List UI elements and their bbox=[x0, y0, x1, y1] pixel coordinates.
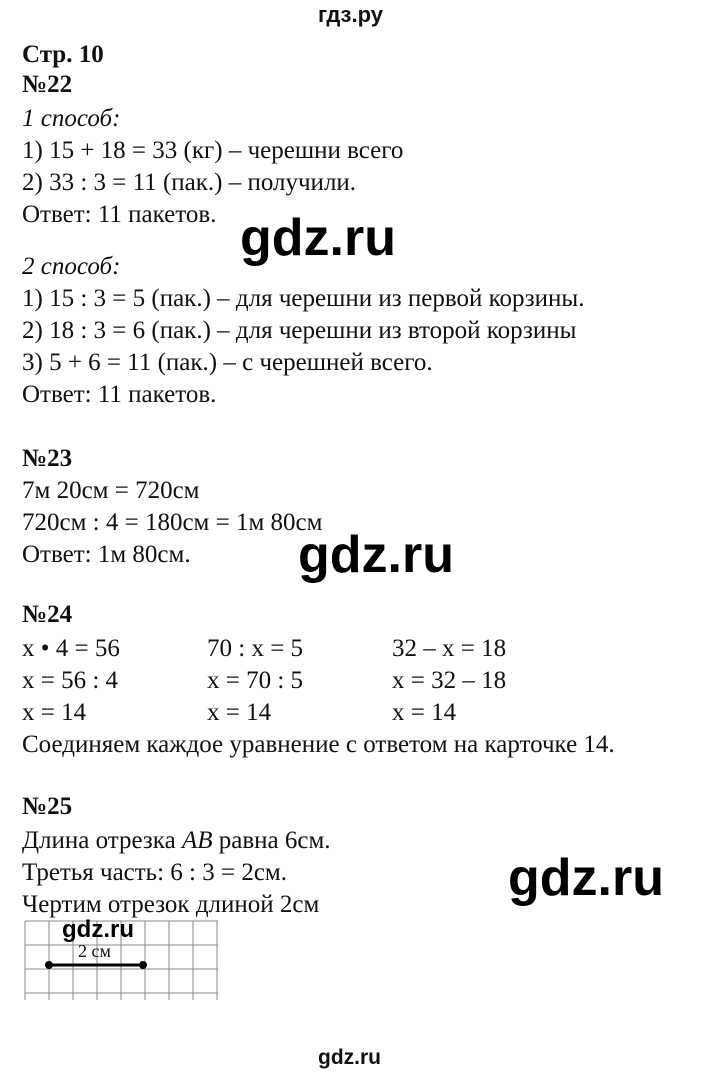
task-22-method-2-line: 1) 15 : 3 = 5 (пак.) – для черешни из первой корзины. bbox=[22, 285, 585, 312]
task-22-method-1-title: 1 способ: bbox=[22, 105, 121, 132]
site-header: гдз.ру bbox=[318, 2, 383, 27]
equation-2-step: 70 : x = 5 bbox=[207, 635, 304, 662]
task-25-line-1-end: равна 6см. bbox=[212, 827, 331, 854]
segment-end-point bbox=[139, 961, 147, 969]
task-22-method-1-line: 1) 15 + 18 = 33 (кг) – черешни всего bbox=[22, 137, 404, 164]
task-25-line-3: Чертим отрезок длиной 2см bbox=[22, 891, 320, 918]
equation-1-step: x = 56 : 4 bbox=[22, 667, 119, 694]
task-24-conclusion: Соединяем каждое уравнение с ответом на карточке 14. bbox=[22, 731, 615, 758]
equation-2-step: x = 14 bbox=[207, 699, 272, 726]
task-25-line-1 bbox=[22, 826, 331, 856]
task-23-answer: Ответ: 1м 80см. bbox=[22, 541, 191, 568]
equation-1-step: x • 4 = 56 bbox=[22, 635, 120, 662]
task-24-number: №24 bbox=[22, 601, 73, 628]
task-23-line: 7м 20см = 720см bbox=[22, 477, 200, 504]
segment-start-point bbox=[45, 961, 53, 969]
task-22-method-1-answer: Ответ: 11 пакетов. bbox=[22, 201, 217, 228]
equation-3-step: x = 32 – 18 bbox=[392, 667, 507, 694]
watermark: gdz.ru bbox=[508, 849, 664, 907]
segment-label: 2 см bbox=[78, 941, 111, 961]
task-25-line-2: Третья часть: 6 : 3 = 2см. bbox=[22, 859, 287, 886]
task-22-method-2-answer: Ответ: 11 пакетов. bbox=[22, 381, 217, 408]
task-25-number: №25 bbox=[22, 793, 73, 820]
watermark: gdz.ru bbox=[298, 526, 454, 584]
task-23-number: №23 bbox=[22, 445, 73, 472]
equation-2-step: x = 70 : 5 bbox=[207, 667, 304, 694]
equation-1-step: x = 14 bbox=[22, 699, 87, 726]
task-22-method-1-line: 2) 33 : 3 = 11 (пак.) – получили. bbox=[22, 169, 357, 196]
watermark: gdz.ru bbox=[240, 209, 396, 267]
segment-name: AB bbox=[181, 827, 213, 854]
page-reference: Стр. 10 bbox=[22, 41, 104, 68]
watermark: gdz.ru bbox=[62, 916, 134, 943]
equation-3-step: 32 – x = 18 bbox=[392, 635, 507, 662]
task-25-line-1-start: Длина отрезка bbox=[22, 827, 182, 854]
task-22-method-2-line: 2) 18 : 3 = 6 (пак.) – для черешни из второй корзины bbox=[22, 317, 577, 344]
task-23-line: 720см : 4 = 180см = 1м 80см bbox=[22, 509, 323, 536]
task-22-number: №22 bbox=[22, 71, 73, 98]
site-footer: gdz.ru bbox=[318, 1046, 381, 1069]
equation-3-step: x = 14 bbox=[392, 699, 457, 726]
task-22-method-2-line: 3) 5 + 6 = 11 (пак.) – с черешней всего. bbox=[22, 349, 433, 376]
task-22-method-2-title: 2 способ: bbox=[22, 253, 121, 280]
